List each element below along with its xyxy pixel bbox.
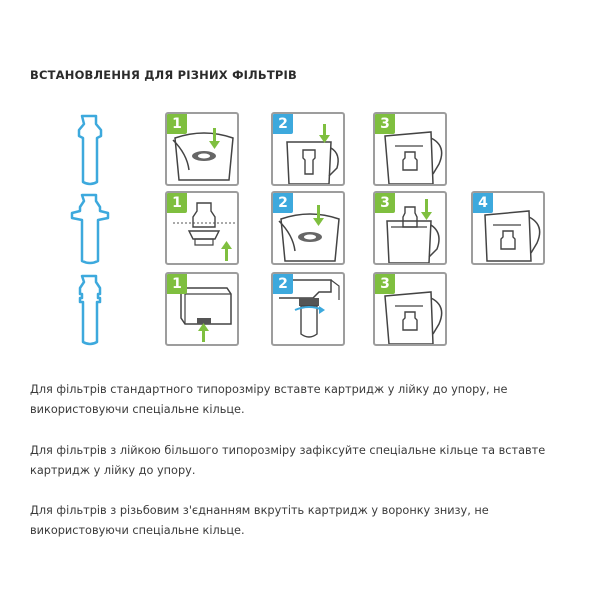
step-3-standard [373, 112, 447, 186]
step-3-threaded [373, 272, 447, 346]
step-4-ring [471, 191, 545, 265]
step-1-standard [165, 112, 239, 186]
step-number-badge: 1 [167, 274, 187, 294]
step-number-badge: 2 [273, 193, 293, 213]
step-number-badge: 3 [375, 114, 395, 134]
step-2-ring [271, 191, 345, 265]
step-3-ring [373, 191, 447, 265]
step-1-threaded [165, 272, 239, 346]
instruction-paragraph-ring: Для фільтрів з лійкою більшого типорозміру зафіксуйте спеціальне кільце та вставте картридж у лійку до упору. [30, 444, 546, 477]
page-title: ВСТАНОВЛЕННЯ ДЛЯ РІЗНИХ ФІЛЬТРІВ [30, 68, 297, 82]
step-number-badge: 1 [167, 193, 187, 213]
step-2-standard [271, 112, 345, 186]
step-2-threaded [271, 272, 345, 346]
step-number-badge: 2 [273, 274, 293, 294]
step-1-ring [165, 191, 239, 265]
ring-cartridge-icon [62, 191, 118, 267]
step-number-badge: 4 [473, 193, 493, 213]
instruction-row-ring [0, 191, 600, 267]
instruction-paragraph-threaded: Для фільтрів з різьбовим з'єднанням вкрутіть картридж у воронку знизу, не використовуючи спеціальне кільце. [30, 504, 489, 537]
instruction-row-threaded [0, 272, 600, 348]
instruction-row-standard [0, 112, 600, 188]
standard-cartridge-icon [62, 112, 118, 188]
step-number-badge: 2 [273, 114, 293, 134]
step-number-badge: 1 [167, 114, 187, 134]
threaded-cartridge-icon [62, 272, 118, 348]
instruction-paragraph-standard: Для фільтрів стандартного типорозміру вставте картридж у лійку до упору, не використовуючи спеціальне кільце. [30, 383, 508, 416]
step-number-badge: 3 [375, 193, 395, 213]
step-number-badge: 3 [375, 274, 395, 294]
